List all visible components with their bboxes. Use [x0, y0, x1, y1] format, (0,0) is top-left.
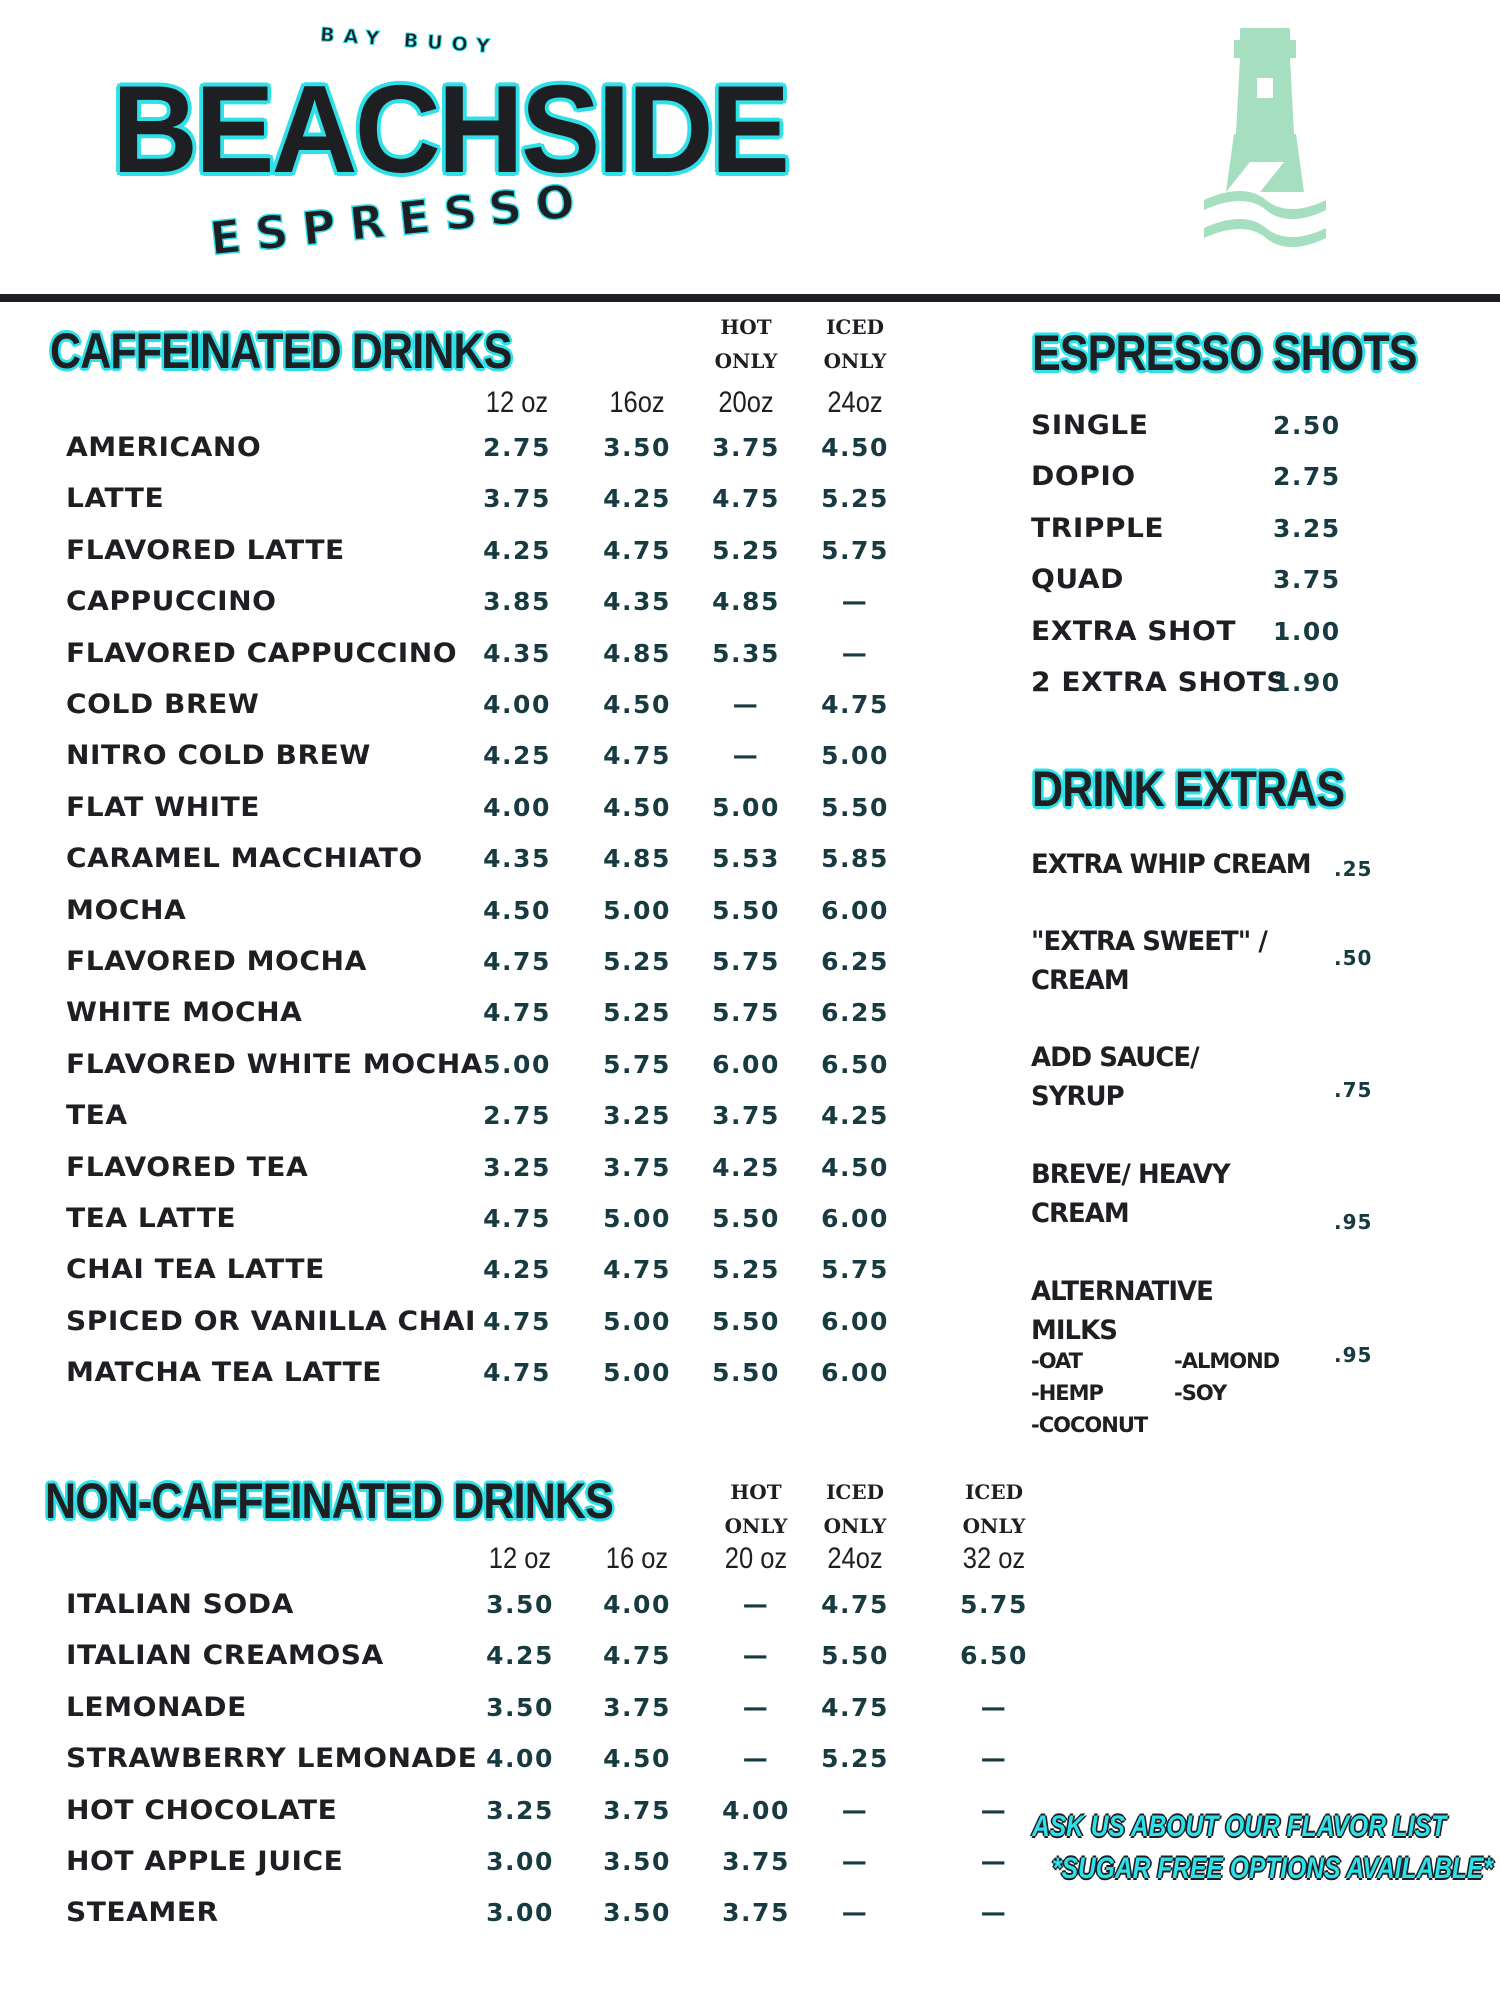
caffeinated-price: 5.00: [603, 1204, 671, 1233]
non-caffeinated-col-size: 32 oz: [962, 1542, 1026, 1575]
non-caffeinated-price: —: [980, 1692, 1008, 1722]
drink-extra-price: .50: [1334, 946, 1373, 970]
non-caffeinated-col-note: ICED ONLY: [962, 1480, 1026, 1538]
non-caffeinated-price: 5.50: [821, 1641, 889, 1671]
caffeinated-col-size: 12 oz: [485, 386, 549, 419]
caffeinated-price: 5.50: [712, 1306, 780, 1336]
brand-name: BEACHSIDE: [112, 61, 788, 199]
caffeinated-price: 6.00: [821, 1204, 889, 1233]
non-caffeinated-price: —: [742, 1744, 770, 1774]
caffeinated-price: 5.50: [712, 895, 780, 925]
caffeinated-item-name: WHITE MOCHA: [66, 997, 303, 1029]
caffeinated-price: 6.25: [821, 947, 889, 976]
caffeinated-price: 2.75: [483, 1101, 551, 1131]
espresso-shot-price: 3.75: [1273, 565, 1341, 595]
non-caffeinated-price: —: [841, 1898, 869, 1928]
espresso-shots-title: ESPRESSO SHOTS: [1032, 325, 1417, 381]
caffeinated-price: 4.50: [821, 433, 889, 462]
caffeinated-price: 4.85: [603, 844, 671, 874]
drink-extra-name: BREVE/ HEAVY CREAM: [1031, 1159, 1230, 1229]
caffeinated-price: 4.25: [483, 1255, 551, 1285]
caffeinated-item-name: FLAVORED TEA: [66, 1151, 309, 1183]
caffeinated-price: 3.85: [483, 587, 551, 617]
non-caffeinated-price: 3.25: [486, 1795, 554, 1825]
caffeinated-item-name: FLAT WHITE: [66, 791, 261, 823]
caffeinated-row: [0, 997, 1500, 1048]
drink-extra-price: .75: [1334, 1078, 1373, 1102]
non-caffeinated-item-name: STEAMER: [66, 1897, 219, 1929]
espresso-shot-price: 2.75: [1273, 462, 1341, 492]
drink-extra-price: .25: [1334, 857, 1373, 881]
caffeinated-price: 4.75: [603, 741, 671, 771]
caffeinated-item-name: SPICED OR VANILLA CHAI: [66, 1305, 476, 1337]
non-caffeinated-price: —: [742, 1641, 770, 1671]
non-caffeinated-price: —: [841, 1847, 869, 1876]
non-caffeinated-price: —: [980, 1744, 1008, 1774]
non-caffeinated-item-name: STRAWBERRY LEMONADE: [66, 1743, 478, 1775]
caffeinated-price: 5.50: [712, 1204, 780, 1233]
caffeinated-price: —: [732, 690, 760, 719]
milk-option: -COCONUT: [1031, 1413, 1148, 1437]
caffeinated-item-name: FLAVORED CAPPUCCINO: [66, 637, 458, 669]
caffeinated-price: 5.75: [712, 947, 780, 976]
non-caffeinated-price: 4.50: [603, 1744, 671, 1774]
non-caffeinated-item-name: ITALIAN SODA: [66, 1589, 294, 1620]
non-caffeinated-price: 3.75: [722, 1898, 790, 1928]
caffeinated-price: —: [732, 741, 760, 771]
caffeinated-price: 3.50: [603, 433, 671, 462]
non-caffeinated-row: [0, 1692, 1500, 1743]
caffeinated-price: 5.25: [603, 998, 671, 1028]
milk-option: -OAT: [1031, 1349, 1082, 1373]
non-caffeinated-price: 4.00: [722, 1795, 790, 1825]
caffeinated-price: 5.75: [603, 1049, 671, 1079]
non-caffeinated-item-name: ITALIAN CREAMOSA: [66, 1640, 384, 1672]
caffeinated-price: 4.75: [483, 947, 551, 976]
drink-extra-name: EXTRA WHIP CREAM: [1031, 849, 1311, 880]
caffeinated-row: [0, 946, 1500, 997]
caffeinated-price: 6.25: [821, 998, 889, 1028]
caffeinated-row: [0, 1049, 1500, 1100]
caffeinated-price: 5.75: [821, 535, 889, 565]
caffeinated-price: 6.00: [712, 1049, 780, 1079]
non-caffeinated-price: —: [980, 1898, 1008, 1928]
caffeinated-price: 4.35: [483, 844, 551, 874]
non-caffeinated-item-name: LEMONADE: [66, 1691, 247, 1723]
non-caffeinated-price: 4.75: [603, 1641, 671, 1671]
non-caffeinated-title: NON-CAFFEINATED DRINKS: [45, 1473, 613, 1529]
non-caffeinated-col-size: 24oz: [827, 1542, 883, 1575]
espresso-shot-name: EXTRA SHOT: [1031, 615, 1237, 647]
non-caffeinated-row: [0, 1640, 1500, 1691]
non-caffeinated-col-size: 20 oz: [724, 1542, 788, 1575]
non-caffeinated-price: —: [742, 1692, 770, 1722]
caffeinated-col-size: 20oz: [718, 386, 774, 419]
drink-extra-price: .95: [1334, 1343, 1373, 1367]
non-caffeinated-item-name: HOT APPLE JUICE: [66, 1846, 344, 1877]
non-caffeinated-price: 3.50: [603, 1898, 671, 1928]
non-caffeinated-price: 4.00: [603, 1590, 671, 1619]
caffeinated-item-name: NITRO COLD BREW: [66, 740, 371, 772]
caffeinated-price: 5.50: [821, 792, 889, 822]
non-caffeinated-price: 3.75: [722, 1847, 790, 1876]
caffeinated-price: 5.25: [712, 1255, 780, 1285]
caffeinated-price: 2.75: [483, 433, 551, 462]
caffeinated-price: 4.75: [603, 1255, 671, 1285]
caffeinated-item-name: CAPPUCCINO: [66, 586, 277, 618]
caffeinated-item-name: TEA LATTE: [66, 1203, 237, 1234]
non-caffeinated-price: —: [841, 1795, 869, 1825]
caffeinated-row: [0, 895, 1500, 946]
non-caffeinated-col-note: HOT ONLY: [724, 1480, 788, 1538]
non-caffeinated-price: 3.75: [603, 1692, 671, 1722]
non-caffeinated-price: 3.50: [486, 1590, 554, 1619]
caffeinated-price: 4.25: [603, 484, 671, 514]
caffeinated-price: 6.00: [821, 895, 889, 925]
caffeinated-price: 4.75: [821, 690, 889, 719]
caffeinated-price: 5.00: [821, 741, 889, 771]
non-caffeinated-col-size: 16 oz: [605, 1542, 669, 1575]
header: [0, 0, 1500, 300]
caffeinated-item-name: FLAVORED LATTE: [66, 534, 345, 566]
caffeinated-col-note: ICED ONLY: [823, 315, 887, 373]
caffeinated-price: 4.75: [483, 1204, 551, 1233]
caffeinated-price: 5.53: [712, 844, 780, 874]
non-caffeinated-item-name: HOT CHOCOLATE: [66, 1794, 338, 1826]
caffeinated-price: 4.75: [603, 535, 671, 565]
caffeinated-price: 5.25: [821, 484, 889, 514]
espresso-shot-price: 2.50: [1273, 411, 1341, 440]
caffeinated-price: 5.85: [821, 844, 889, 874]
non-caffeinated-price: 4.00: [486, 1744, 554, 1774]
caffeinated-col-note: HOT ONLY: [714, 315, 778, 373]
caffeinated-price: 4.85: [712, 587, 780, 617]
caffeinated-price: 4.85: [603, 638, 671, 668]
caffeinated-price: 3.25: [603, 1101, 671, 1131]
non-caffeinated-price: 3.50: [486, 1692, 554, 1722]
caffeinated-row: [0, 1152, 1500, 1203]
caffeinated-price: 5.00: [712, 792, 780, 822]
caffeinated-price: 4.35: [603, 587, 671, 617]
espresso-shot-name: 2 EXTRA SHOTS: [1031, 667, 1288, 698]
caffeinated-price: 4.50: [483, 895, 551, 925]
caffeinated-price: 3.75: [712, 433, 780, 462]
caffeinated-item-name: FLAVORED MOCHA: [66, 946, 367, 977]
caffeinated-item-name: LATTE: [66, 483, 165, 515]
drink-extras-title: DRINK EXTRAS: [1032, 761, 1345, 817]
caffeinated-price: 4.25: [483, 741, 551, 771]
brand-subtitle: ESPRESSO: [207, 172, 592, 266]
espresso-shot-name: DOPIO: [1031, 461, 1136, 493]
drink-extra-price: .95: [1334, 1210, 1373, 1234]
caffeinated-price: 4.00: [483, 690, 551, 719]
caffeinated-item-name: MOCHA: [66, 894, 187, 926]
caffeinated-row: [0, 1100, 1500, 1151]
non-caffeinated-price: 4.75: [821, 1590, 889, 1619]
non-caffeinated-price: 3.50: [603, 1847, 671, 1876]
lighthouse-icon: [1200, 24, 1330, 264]
caffeinated-row: [0, 1203, 1500, 1254]
caffeinated-price: 5.00: [603, 1306, 671, 1336]
caffeinated-item-name: TEA: [66, 1100, 128, 1132]
caffeinated-price: 4.25: [483, 535, 551, 565]
caffeinated-price: 3.75: [483, 484, 551, 514]
caffeinated-price: 4.75: [712, 484, 780, 514]
caffeinated-price: 5.00: [483, 1049, 551, 1079]
caffeinated-price: 4.25: [712, 1152, 780, 1182]
non-caffeinated-price: 3.00: [486, 1847, 554, 1876]
milk-option: -ALMOND: [1174, 1349, 1280, 1373]
caffeinated-price: 3.25: [483, 1152, 551, 1182]
non-caffeinated-price: 3.00: [486, 1898, 554, 1928]
brand-tagline: BAY BUOY: [319, 23, 500, 59]
milk-option: -HEMP: [1031, 1381, 1103, 1405]
caffeinated-price: 5.00: [603, 895, 671, 925]
espresso-shot-name: QUAD: [1031, 564, 1124, 596]
caffeinated-item-name: CHAI TEA LATTE: [66, 1254, 325, 1286]
caffeinated-item-name: FLAVORED WHITE MOCHA: [66, 1048, 483, 1080]
non-caffeinated-price: —: [980, 1847, 1008, 1876]
caffeinated-price: 5.25: [712, 535, 780, 565]
non-caffeinated-row: [0, 1897, 1500, 1948]
caffeinated-item-name: AMERICANO: [66, 432, 262, 463]
caffeinated-price: 6.00: [821, 1358, 889, 1388]
caffeinated-price: 4.50: [603, 690, 671, 719]
sugar-free-note: *SUGAR FREE OPTIONS AVAILABLE*: [1052, 1852, 1494, 1885]
caffeinated-price: 5.50: [712, 1358, 780, 1388]
non-caffeinated-price: —: [742, 1590, 770, 1619]
caffeinated-price: —: [841, 587, 869, 617]
flavor-list-note: ASK US ABOUT OUR FLAVOR LIST: [1032, 1810, 1447, 1843]
caffeinated-price: 5.75: [712, 998, 780, 1028]
caffeinated-price: 5.00: [603, 1358, 671, 1388]
non-caffeinated-col-note: ICED ONLY: [823, 1480, 887, 1538]
caffeinated-title: CAFFEINATED DRINKS: [50, 323, 512, 379]
caffeinated-price: 5.75: [821, 1255, 889, 1285]
caffeinated-price: —: [841, 638, 869, 668]
caffeinated-item-name: MATCHA TEA LATTE: [66, 1357, 383, 1389]
non-caffeinated-price: 4.25: [486, 1641, 554, 1671]
non-caffeinated-price: 6.50: [960, 1641, 1028, 1671]
espresso-shot-price: 1.00: [1273, 616, 1341, 646]
non-caffeinated-row: [0, 1743, 1500, 1794]
caffeinated-col-size: 24oz: [827, 386, 883, 419]
caffeinated-col-size: 16oz: [609, 386, 665, 419]
caffeinated-price: 4.35: [483, 638, 551, 668]
header-divider: [0, 294, 1500, 302]
caffeinated-row: [0, 1254, 1500, 1305]
espresso-shot-price: 3.25: [1273, 513, 1341, 543]
caffeinated-item-name: COLD BREW: [66, 689, 260, 720]
drink-extra-name: "EXTRA SWEET" / CREAM: [1031, 926, 1267, 996]
caffeinated-price: 3.75: [603, 1152, 671, 1182]
caffeinated-price: 4.75: [483, 1306, 551, 1336]
non-caffeinated-price: 3.75: [603, 1795, 671, 1825]
espresso-shot-name: SINGLE: [1031, 410, 1149, 441]
non-caffeinated-price: 5.25: [821, 1744, 889, 1774]
non-caffeinated-price: 5.75: [960, 1590, 1028, 1619]
caffeinated-price: 3.75: [712, 1101, 780, 1131]
caffeinated-item-name: CARAMEL MACCHIATO: [66, 843, 423, 875]
non-caffeinated-row: [0, 1589, 1500, 1640]
caffeinated-price: 6.00: [821, 1306, 889, 1336]
non-caffeinated-price: 4.75: [821, 1692, 889, 1722]
espresso-shot-name: TRIPPLE: [1031, 512, 1165, 544]
drink-extra-name: ALTERNATIVE MILKS: [1031, 1276, 1213, 1346]
caffeinated-price: 4.75: [483, 1358, 551, 1388]
caffeinated-price: 5.25: [603, 947, 671, 976]
caffeinated-price: 4.00: [483, 792, 551, 822]
caffeinated-price: 4.50: [821, 1152, 889, 1182]
caffeinated-price: 4.75: [483, 998, 551, 1028]
non-caffeinated-col-size: 12 oz: [488, 1542, 552, 1575]
non-caffeinated-price: —: [980, 1795, 1008, 1825]
drink-extra-name: ADD SAUCE/ SYRUP: [1031, 1042, 1199, 1112]
caffeinated-price: 6.50: [821, 1049, 889, 1079]
caffeinated-price: 4.25: [821, 1101, 889, 1131]
espresso-shot-price: 1.90: [1273, 668, 1341, 697]
milk-option: -SOY: [1174, 1381, 1227, 1405]
caffeinated-price: 5.35: [712, 638, 780, 668]
caffeinated-price: 4.50: [603, 792, 671, 822]
